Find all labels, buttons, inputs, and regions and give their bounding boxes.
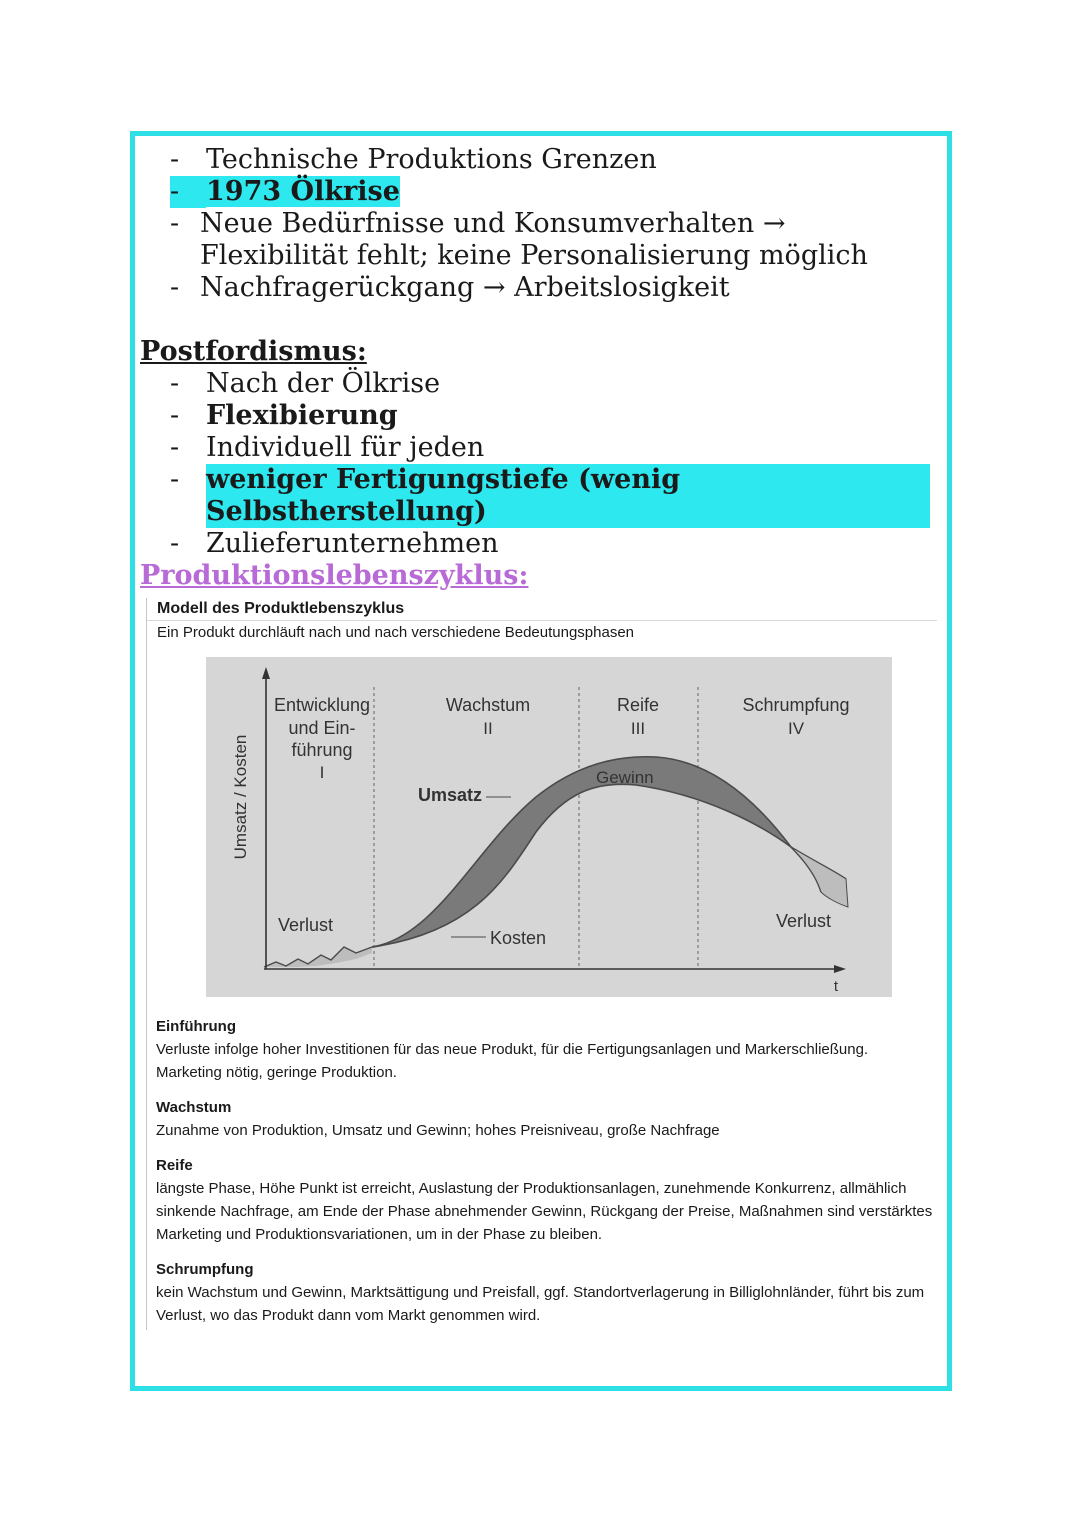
phase4-numeral: IV bbox=[787, 719, 805, 738]
bullet-dash: - bbox=[170, 144, 180, 175]
list-item bbox=[170, 208, 930, 272]
model-title: Modell des Produktlebenszyklus bbox=[157, 600, 405, 617]
list-item-text: Zulieferunternehmen bbox=[206, 528, 499, 559]
bullet-dash: - bbox=[170, 368, 180, 399]
product-lifecycle-diagram bbox=[206, 657, 892, 997]
produktionslebenszyklus-heading: Produktionslebenszyklus: bbox=[140, 560, 529, 591]
list-item-text: Neue Bedürfnisse und Konsumverhalten → Flexibilität fehlt; keine Personalisierung möglich bbox=[200, 208, 868, 271]
phase4-label: Schrumpfung bbox=[742, 695, 850, 715]
bullet-dash: - bbox=[170, 400, 180, 431]
list-item bbox=[170, 144, 930, 176]
bullet-dash: - bbox=[170, 208, 180, 239]
bullet-dash: - bbox=[170, 432, 180, 463]
list-item-text: Technische Produktions Grenzen bbox=[206, 144, 657, 175]
description-einfuehrung bbox=[156, 1015, 936, 1084]
list-item-text: Individuell für jeden bbox=[206, 432, 485, 463]
description-text: kein Wachstum und Gewinn, Marktsättigung und Preisfall, ggf. Standortverlagerung in Billiglohnländer, führt bis zum Verlust, wo das Produkt dann vom Markt genommen wird. bbox=[156, 1284, 925, 1324]
list-item bbox=[170, 464, 930, 528]
list-item bbox=[170, 528, 930, 560]
top-bullet-list bbox=[170, 144, 930, 304]
umsatz-label: Umsatz bbox=[418, 785, 483, 805]
list-item-text-highlight: weniger Fertigungstiefe (wenig Selbstherstellung) bbox=[206, 464, 930, 528]
verlust-label-right: Verlust bbox=[776, 911, 832, 931]
list-item bbox=[170, 400, 930, 432]
description-text: Zunahme von Produktion, Umsatz und Gewinn; hohes Preisniveau, große Nachfrage bbox=[156, 1122, 720, 1139]
phase1-label-line3: führung bbox=[291, 740, 353, 760]
bullet-dash: - bbox=[170, 464, 180, 495]
gewinn-label: Gewinn bbox=[596, 768, 654, 787]
list-item bbox=[170, 368, 930, 400]
description-title: Wachstum bbox=[156, 1099, 232, 1116]
description-reife bbox=[156, 1154, 936, 1246]
list-item-text: Nachfragerückgang → Arbeitslosigkeit bbox=[200, 272, 730, 303]
list-item-text-highlight: 1973 Ölkrise bbox=[206, 176, 400, 207]
description-title: Reife bbox=[156, 1157, 193, 1174]
description-title: Schrumpfung bbox=[156, 1261, 254, 1278]
phase1-label-numeral: I bbox=[319, 763, 325, 782]
list-item bbox=[170, 176, 930, 208]
x-axis-label: t bbox=[833, 978, 839, 995]
phase2-label: Wachstum bbox=[445, 695, 531, 715]
verlust-label-left: Verlust bbox=[278, 915, 334, 935]
description-text: Verluste infolge hoher Investitionen für das neue Produkt, für die Fertigungsanlagen und Markerschließung. Marketing nötig, geringe Produktion. bbox=[156, 1041, 869, 1081]
postfordismus-heading: Postfordismus: bbox=[140, 336, 367, 367]
bullet-dash: - bbox=[170, 272, 180, 303]
bullet-dash: - bbox=[170, 176, 206, 208]
phase1-label-line1: Entwicklung bbox=[273, 695, 371, 715]
kosten-label: Kosten bbox=[490, 928, 547, 948]
phase3-label: Reife bbox=[616, 695, 660, 715]
y-axis-label: Umsatz / Kosten bbox=[231, 734, 250, 860]
list-item bbox=[170, 432, 930, 464]
list-item bbox=[170, 272, 930, 304]
description-title: Einführung bbox=[156, 1018, 236, 1035]
description-wachstum bbox=[156, 1096, 936, 1142]
list-item-text: Flexibierung bbox=[206, 400, 398, 431]
description-text: längste Phase, Höhe Punkt ist erreicht, Auslastung der Produktionsanlagen, zunehmende Konkurrenz, allmählich sinkende Nachfrage, am Ende der Phase abnehmender Gewinn, Rückgang der Preise, Maßnahmen sind verstärktes Marketing und Produktionsvariationen, um in der Phase zu bleiben. bbox=[156, 1180, 933, 1243]
phase3-numeral: III bbox=[630, 719, 646, 738]
list-item-text: Nach der Ölkrise bbox=[206, 368, 441, 399]
divider bbox=[147, 620, 937, 621]
bullet-dash: - bbox=[170, 528, 180, 559]
model-subtitle: Ein Produkt durchläuft nach und nach verschiedene Bedeutungsphasen bbox=[157, 624, 635, 641]
description-schrumpfung bbox=[156, 1258, 936, 1327]
postfordismus-list bbox=[170, 368, 930, 560]
phase2-numeral: II bbox=[483, 719, 493, 738]
phase1-label-line2: und Ein- bbox=[288, 718, 356, 738]
